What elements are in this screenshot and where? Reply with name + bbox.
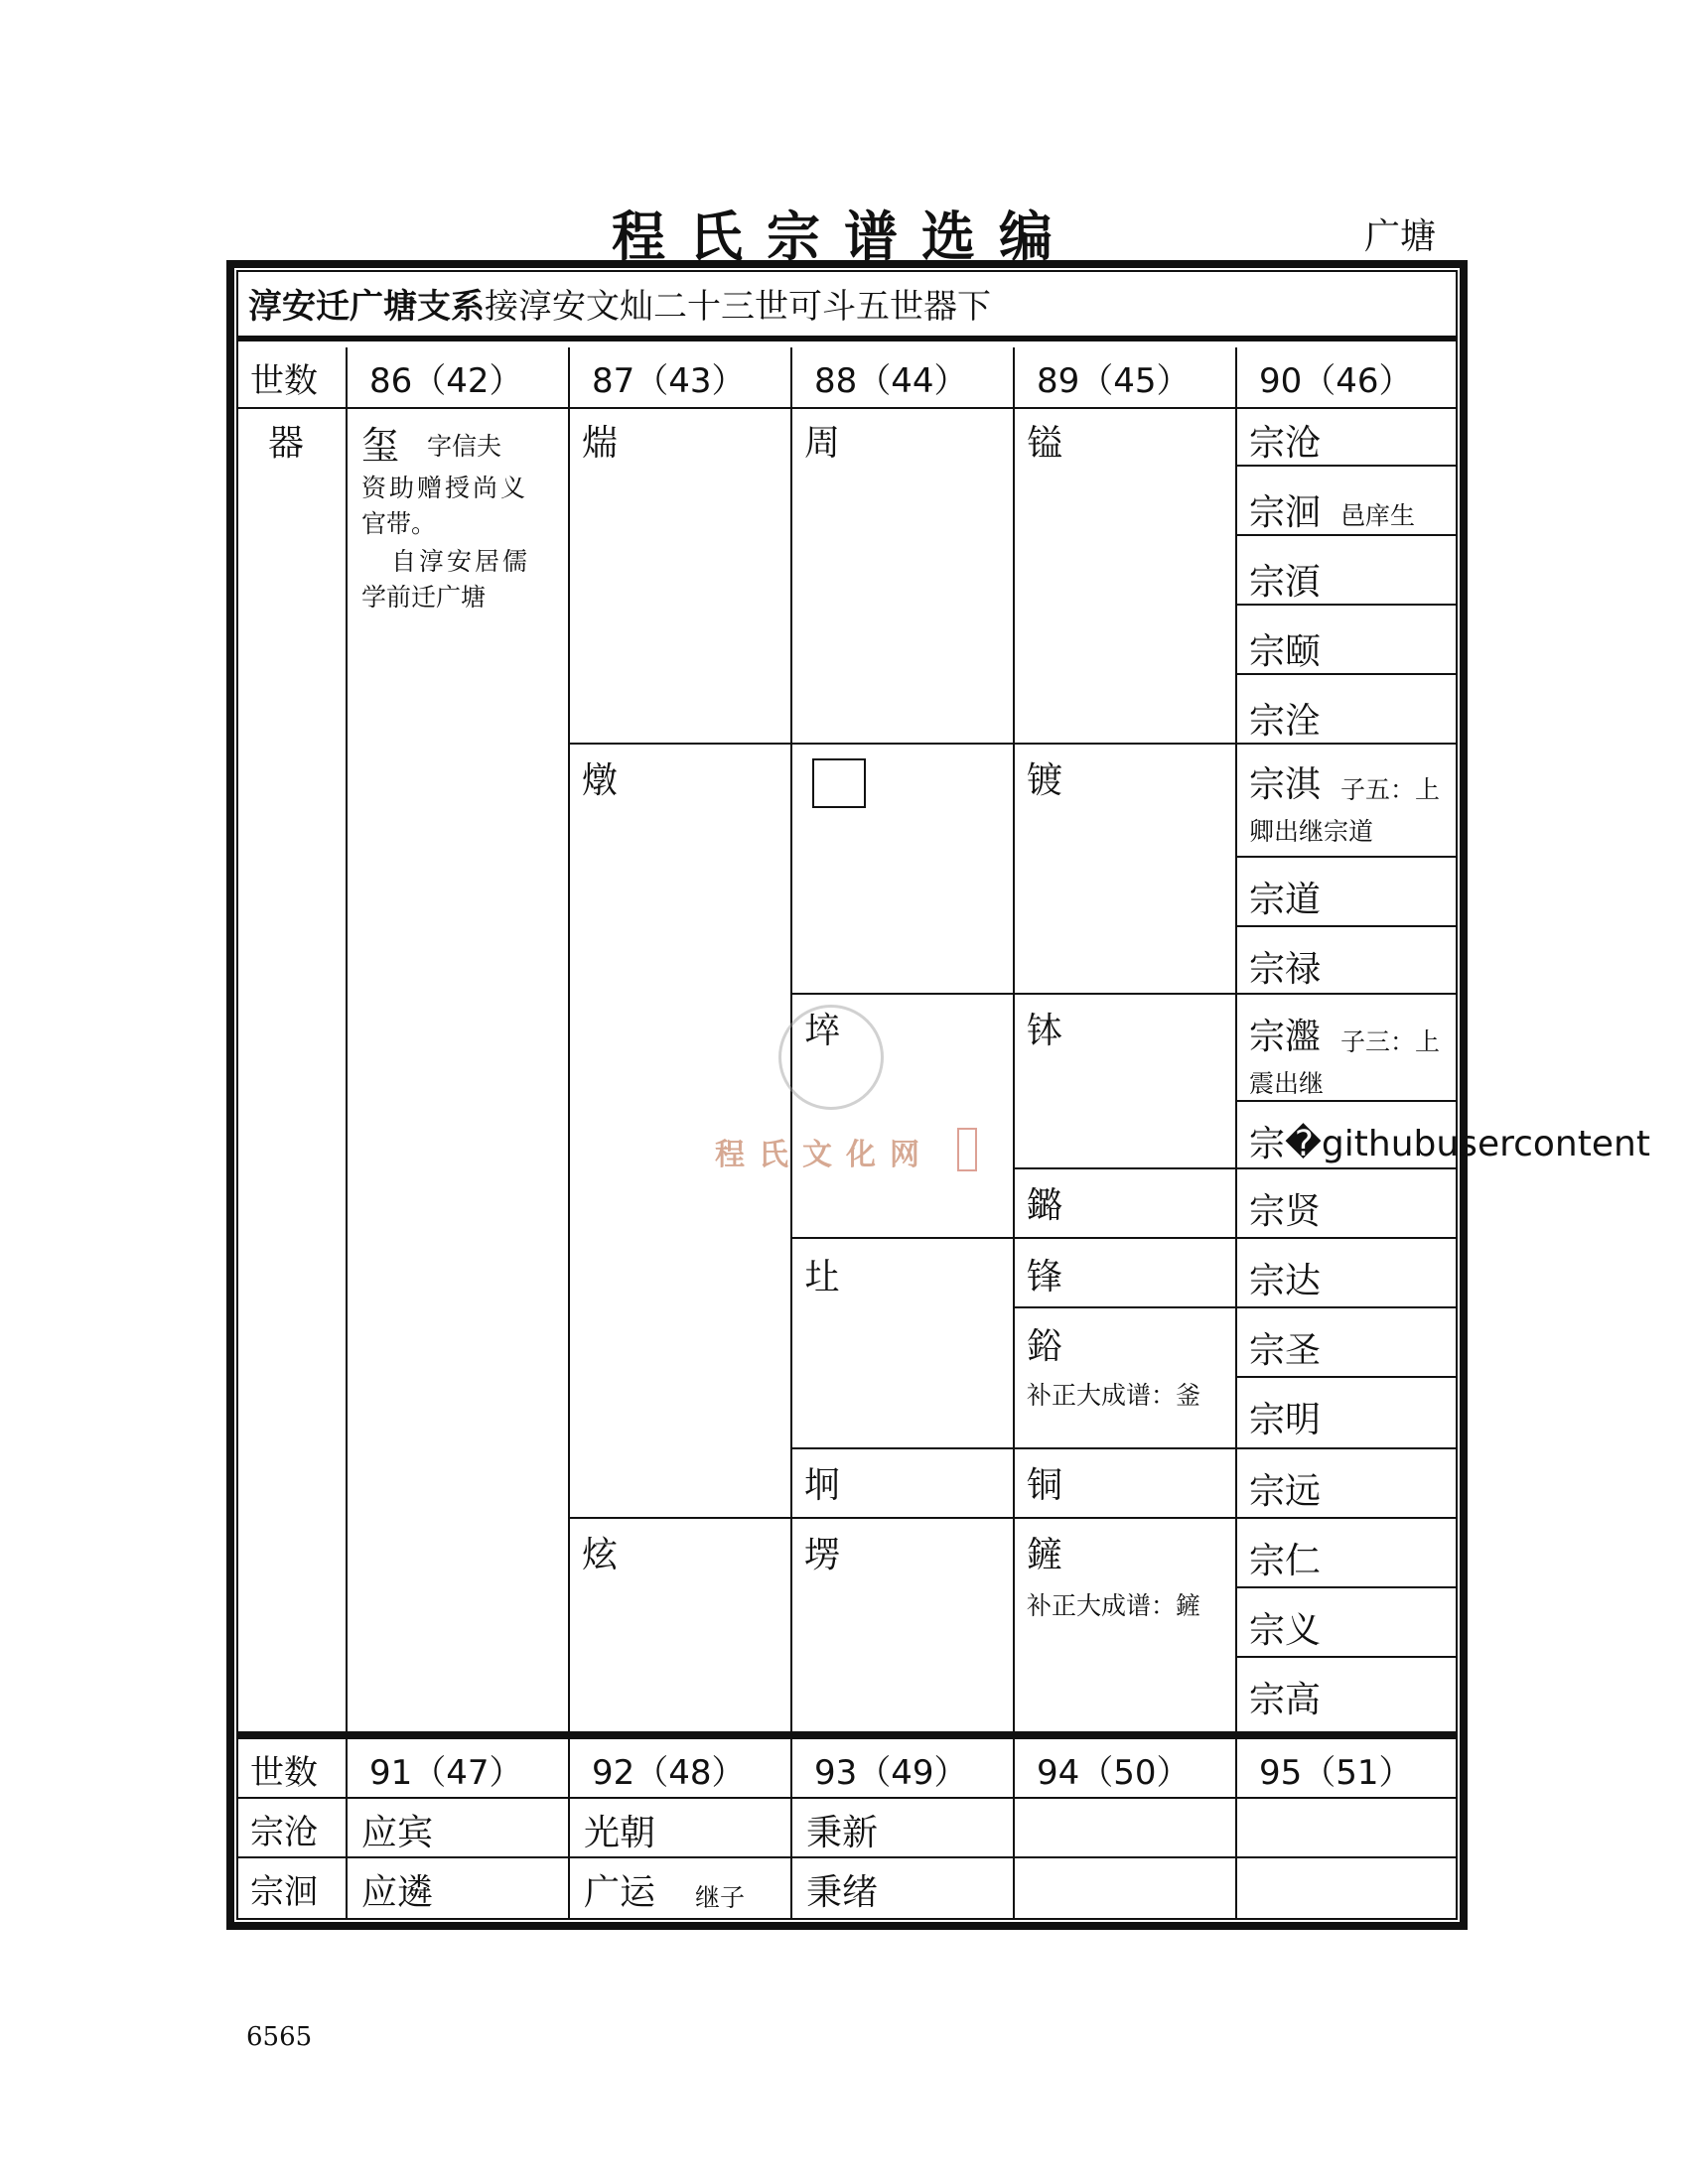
gen-86: 86（42）	[369, 361, 523, 401]
person-note: 子三：上	[1340, 1027, 1441, 1056]
person-note: 学前迁广塘	[361, 583, 487, 612]
person-name: 埣	[804, 1011, 841, 1051]
row-divider	[790, 993, 1013, 995]
person-name: 宗湏	[1249, 562, 1322, 603]
person-note: 字信夫	[427, 432, 502, 461]
row-divider	[790, 1447, 1013, 1449]
person-name: 镀	[1027, 760, 1063, 801]
person-name: 坰	[804, 1465, 841, 1506]
person-name: 镒	[1027, 423, 1063, 464]
gen-label: 世数	[250, 361, 318, 401]
person-name: 圵	[804, 1257, 841, 1297]
person-name: 应遴	[361, 1872, 434, 1913]
page-number: 6565	[246, 2022, 313, 2052]
row-divider	[1235, 1376, 1456, 1378]
person-name: 宗高	[1249, 1680, 1322, 1720]
branch-header	[238, 272, 1456, 341]
person-note: 震出继	[1249, 1069, 1325, 1098]
row-divider	[238, 1856, 1456, 1858]
gen-90: 90（46）	[1259, 361, 1413, 401]
watermark-seal-icon	[778, 1005, 884, 1110]
person-name: 宗远	[1249, 1471, 1322, 1512]
ancestor-name: 器	[268, 423, 305, 464]
blank-box	[812, 758, 866, 808]
branch-name: 淳安迁广塘支系	[248, 287, 485, 327]
person-note: 子五：上	[1340, 775, 1441, 804]
person-name: 宗明	[1249, 1400, 1322, 1440]
person-note: 补正大成谱：釜	[1027, 1381, 1201, 1410]
row-divider	[1013, 1167, 1235, 1169]
person-name: 宗瀊	[1249, 1017, 1322, 1057]
gen-93: 93（49）	[814, 1753, 968, 1793]
person-name: 宗�githubusercontent	[1249, 1124, 1650, 1164]
col-divider	[1235, 1739, 1237, 1918]
person-name: 宗贤	[1249, 1191, 1322, 1232]
row-divider	[790, 1237, 1013, 1239]
person-name: 锋	[1027, 1257, 1063, 1297]
row-divider	[1235, 1167, 1456, 1169]
row-divider	[1235, 925, 1456, 927]
person-name: 广运	[584, 1872, 656, 1913]
person-name: 周	[804, 423, 841, 464]
person-name: 宗达	[1249, 1261, 1322, 1301]
col-divider	[346, 1739, 348, 1918]
person-name: 铜	[1027, 1465, 1063, 1506]
person-name: 鏴	[1027, 1185, 1063, 1226]
person-note: 官带。	[361, 509, 437, 538]
row-divider	[1013, 743, 1235, 745]
person-name: 鋊	[1027, 1326, 1063, 1367]
person-name: 宗颐	[1249, 631, 1322, 672]
person-name: 秉绪	[806, 1872, 879, 1913]
row-divider	[1235, 856, 1456, 858]
person-name: 宗禄	[1249, 949, 1322, 990]
row-divider	[1013, 1517, 1235, 1519]
person-name: 宗洤	[1249, 701, 1322, 742]
person-name: 钵	[1027, 1011, 1063, 1051]
row-divider	[1235, 1237, 1456, 1239]
row-divider	[568, 743, 1013, 745]
row-divider	[1013, 993, 1235, 995]
row-divider	[1013, 1237, 1235, 1239]
person-name: 燉	[582, 760, 619, 801]
col-divider	[1235, 347, 1237, 1731]
gen-95: 95（51）	[1259, 1753, 1413, 1793]
gen-91: 91（47）	[369, 1753, 523, 1793]
row-divider	[1013, 1447, 1235, 1449]
row-divider	[1235, 1306, 1456, 1308]
person-note: 卿出继宗道	[1249, 817, 1374, 846]
row-divider	[238, 407, 1456, 409]
gen-87: 87（43）	[592, 361, 746, 401]
page-title: 程氏宗谱选编	[612, 205, 1076, 268]
person-note: 补正大成谱：鏟	[1027, 1591, 1201, 1620]
row-label: 宗洄	[250, 1872, 318, 1912]
row-divider	[568, 1517, 1013, 1519]
row-divider	[238, 1797, 1456, 1799]
watermark-seal-small-icon	[957, 1128, 977, 1171]
row-divider	[1235, 1517, 1456, 1519]
section-divider	[238, 1731, 1456, 1739]
col-divider	[568, 347, 570, 1731]
col-divider	[568, 1739, 570, 1918]
person-name: 光朝	[584, 1813, 656, 1853]
gen-94: 94（50）	[1037, 1753, 1191, 1793]
row-divider	[1013, 1306, 1235, 1308]
watermark-text: 程氏文化网	[715, 1138, 933, 1172]
col-divider	[346, 347, 348, 1731]
place-label: 广塘	[1364, 216, 1437, 257]
person-name: 秉新	[806, 1813, 879, 1853]
branch-description: 接淳安文灿二十三世可斗五世器下	[485, 287, 991, 327]
gen-92: 92（48）	[592, 1753, 746, 1793]
person-name: 宗沧	[1249, 423, 1322, 464]
row-divider	[1235, 993, 1456, 995]
row-divider	[1235, 1656, 1456, 1658]
person-name: 宗淇	[1249, 764, 1322, 805]
person-note: 继子	[695, 1883, 746, 1912]
person-note: 自淳安居儒	[391, 547, 531, 576]
col-divider	[1013, 347, 1015, 1731]
person-name: 煓	[582, 423, 619, 464]
row-divider	[1235, 1447, 1456, 1449]
person-name: 玺	[361, 424, 400, 468]
person-name: 塄	[804, 1535, 841, 1575]
col-divider	[790, 1739, 792, 1918]
person-name: 宗道	[1249, 880, 1322, 920]
person-name: 应宾	[361, 1813, 434, 1853]
gen-88: 88（44）	[814, 361, 968, 401]
person-name: 宗圣	[1249, 1330, 1322, 1371]
col-divider	[1013, 1739, 1015, 1918]
person-name: 宗义	[1249, 1610, 1322, 1651]
person-name: 宗洄	[1249, 492, 1322, 533]
row-divider	[1235, 1586, 1456, 1588]
gen-label: 世数	[250, 1753, 318, 1793]
gen-89: 89（45）	[1037, 361, 1191, 401]
person-note: 资助赠授尚义	[361, 474, 529, 502]
person-note: 邑庠生	[1340, 501, 1416, 530]
row-label: 宗沧	[250, 1813, 318, 1852]
person-name: 宗仁	[1249, 1541, 1322, 1581]
person-name: 鏟	[1027, 1535, 1063, 1575]
person-name: 炫	[582, 1535, 619, 1575]
row-divider	[1235, 1100, 1456, 1102]
